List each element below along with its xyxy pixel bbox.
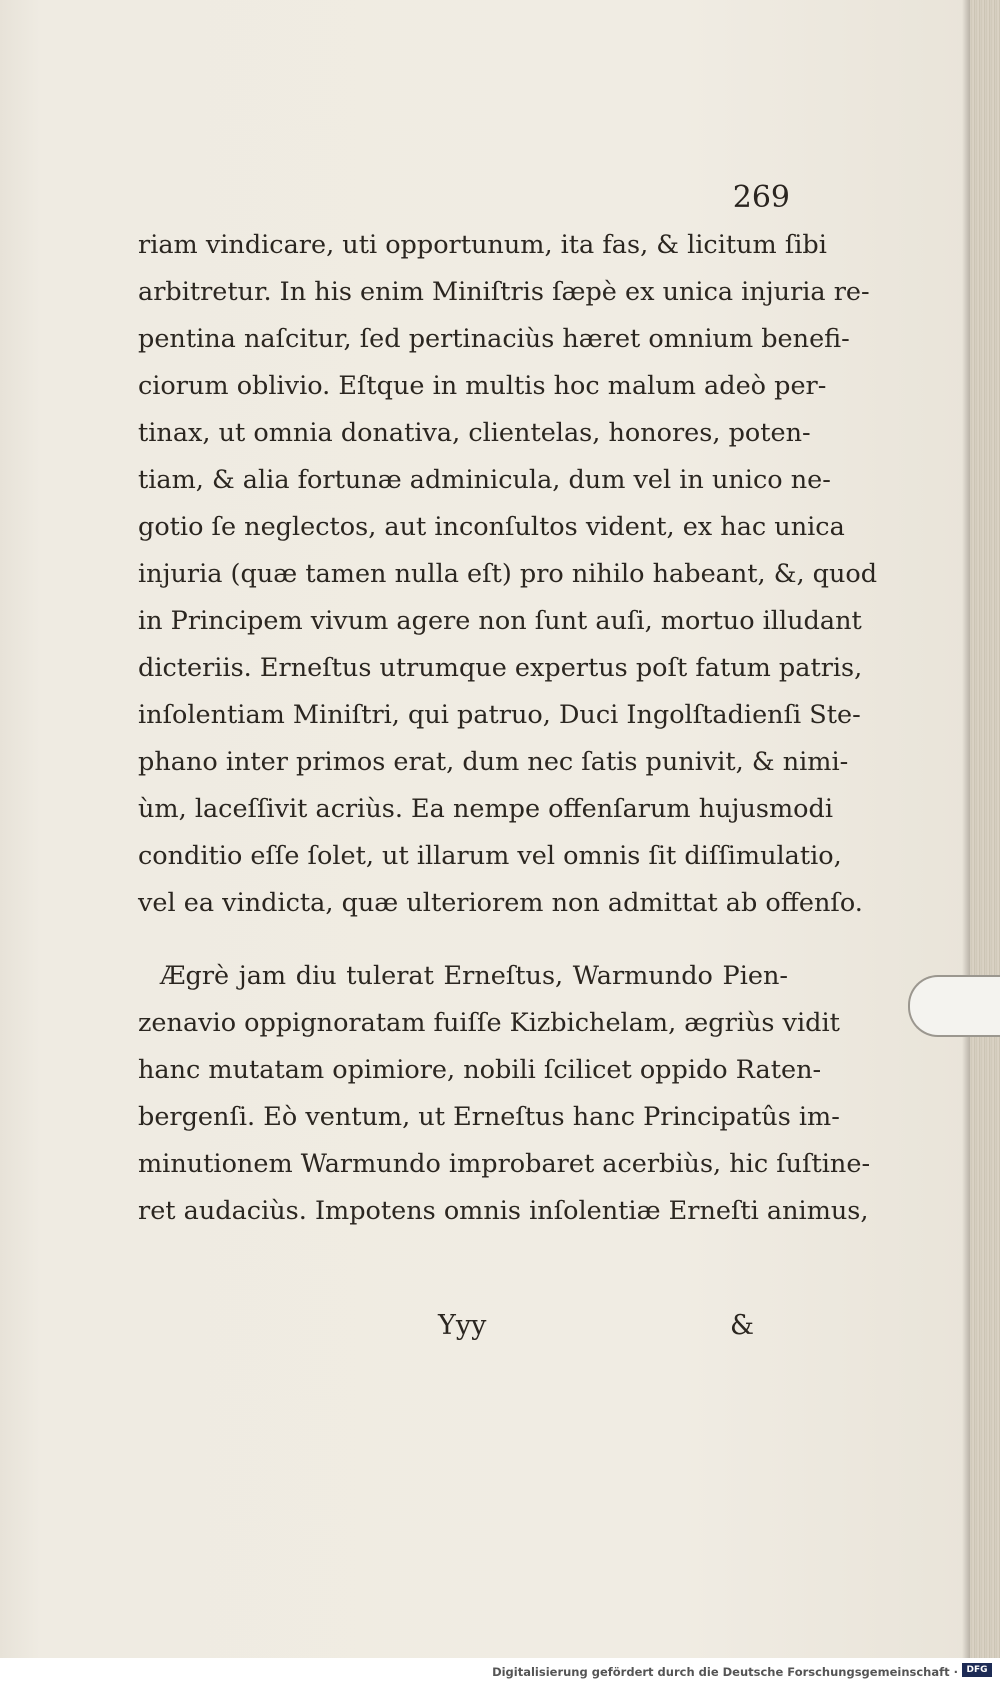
text-line: ret audaciùs. Impotens omnis inſolentiæ Erneſti animus,	[138, 1196, 869, 1226]
text-line: bergenſi. Eò ventum, ut Erneſtus hanc Principatûs im-	[138, 1102, 840, 1132]
text-line: dicteriis. Erneſtus utrumque expertus poſt fatum patris,	[138, 653, 863, 683]
text-line: tinax, ut omnia donativa, clientelas, honores, poten-	[138, 418, 811, 448]
text-line: ciorum oblivio. Eſtque in multis hoc malum adeò per-	[138, 371, 827, 401]
text-line: inſolentiam Miniſtri, qui patruo, Duci Ingolſtadienſi Ste-	[138, 700, 861, 730]
paragraph-gap	[138, 927, 788, 953]
text-line: vel ea vindicta, quæ ulteriorem non admittat ab offenſo.	[138, 888, 863, 918]
text-line: tiam, & alia fortunæ adminicula, dum vel in unico ne-	[138, 465, 831, 495]
text-line: conditio eſſe ſolet, ut illarum vel omnis ſit diſſimulatio,	[138, 841, 842, 871]
text-line: pentina naſcitur, ſed pertinaciùs hæret omnium benefi-	[138, 324, 850, 354]
text-line: in Principem vivum agere non ſunt auſi, mortuo illudant	[138, 606, 862, 636]
book-fore-edge	[970, 0, 1000, 1658]
catchword: &	[730, 1310, 755, 1341]
text-line: riam vindicare, uti opportunum, ita fas, & licitum ſibi	[138, 230, 827, 260]
text-line: hanc mutatam opimiore, nobili ſcilicet oppido Raten-	[138, 1055, 822, 1085]
text-line: gotio ſe neglectos, aut inconſultos vident, ex hac unica	[138, 512, 845, 542]
page-number: 269	[732, 180, 790, 215]
text-line: phano inter primos erat, dum nec ſatis punivit, & nimi-	[138, 747, 849, 777]
page-footer-marks	[138, 1310, 788, 1350]
body-text	[138, 222, 878, 1235]
text-line: Ægrè jam diu tulerat Erneſtus, Warmundo Pien-	[160, 961, 788, 991]
text-line: injuria (quæ tamen nulla eſt) pro nihilo habeant, &, quod	[138, 559, 878, 589]
text-line: arbitretur. In his enim Miniſtris ſæpè ex unica injuria re-	[138, 277, 870, 307]
text-line: ùm, laceſſivit acriùs. Ea nempe offenſarum hujusmodi	[138, 794, 833, 824]
signature-mark: Yyy	[438, 1310, 487, 1341]
text-line: minutionem Warmundo improbaret acerbiùs, hic ſuſtine-	[138, 1149, 871, 1179]
footer-credit: Digitalisierung gefördert durch die Deutsche Forschungsgemeinschaft ·	[492, 1665, 958, 1679]
text-line: zenavio oppignoratam fuiſſe Kizbichelam, ægriùs vidit	[138, 1008, 840, 1038]
page-tab-marker	[908, 975, 1000, 1037]
dfg-logo: DFG	[962, 1663, 992, 1677]
